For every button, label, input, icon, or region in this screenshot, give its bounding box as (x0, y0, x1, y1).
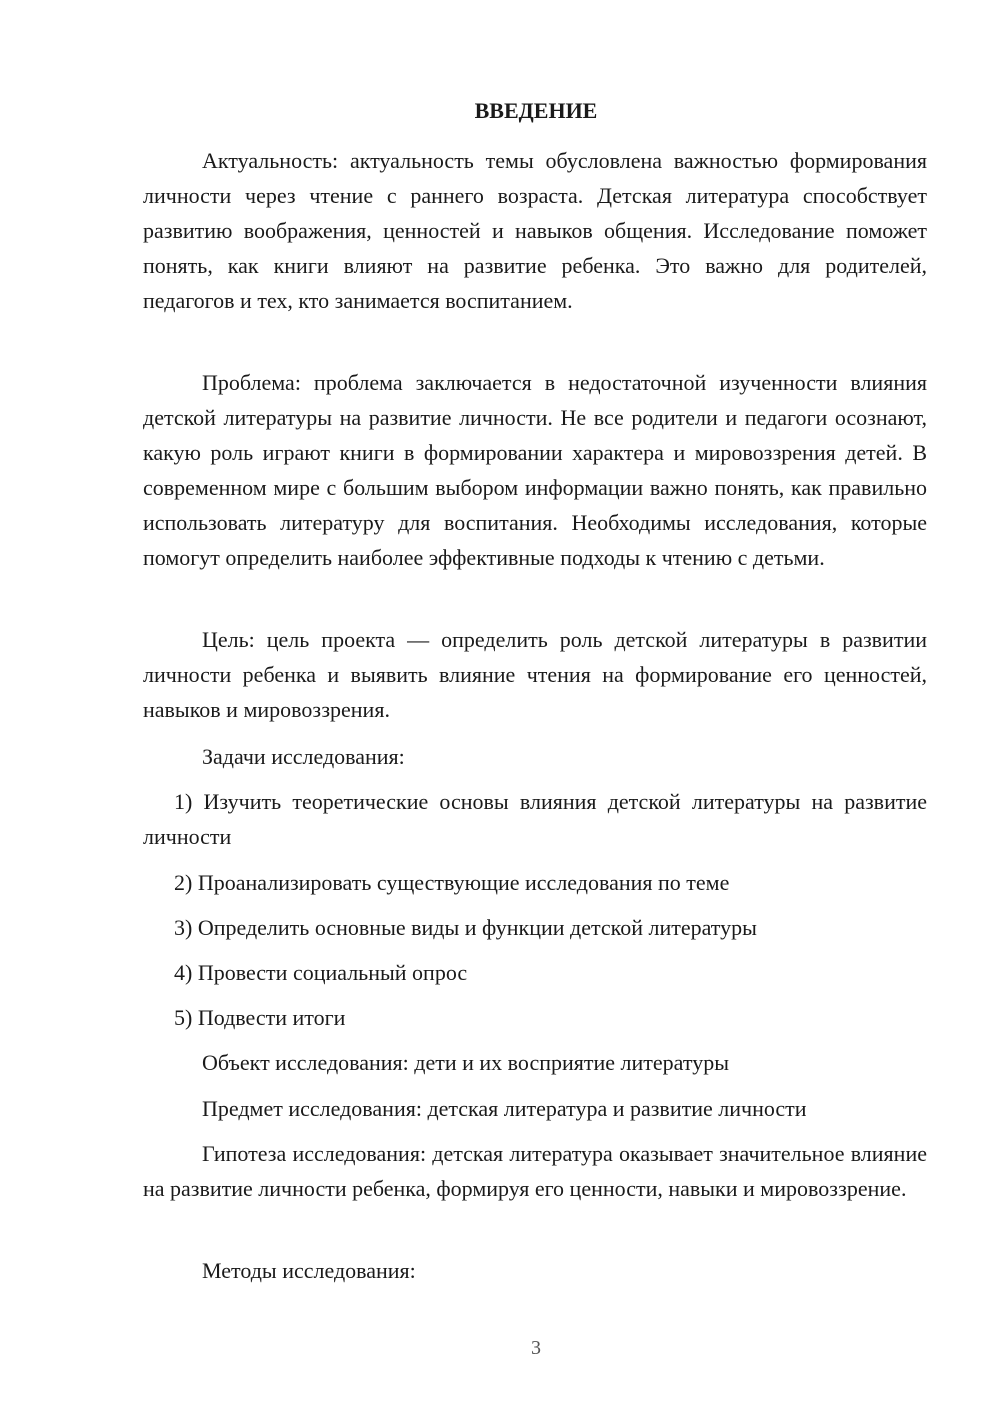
paragraph-goal: Цель: цель проекта — определить роль детской литературы в развитии личности ребенка и выявить влияние чтения на формирование его ценностей, навыков и мировоззрения. (143, 627, 927, 722)
tasks-heading: Задачи исследования: (202, 744, 405, 769)
task-item-2: 2) Проанализировать существующие исследования по теме (174, 870, 730, 895)
paragraph-relevance: Актуальность: актуальность темы обусловлена важностью формирования личности через чтение с раннего возраста. Детская литература способствует развитию воображения, ценностей и навыков общения. Исследование поможет понять, как книги влияют на развитие ребенка. Это важно для родителей, педагогов и тех, кто занимается воспитанием. (143, 148, 927, 313)
task-item-1: 1) Изучить теоретические основы влияния детской литературы на развитие личности (143, 789, 927, 849)
paragraph-problem: Проблема: проблема заключается в недостаточной изученности влияния детской литературы на развитие личности. Не все родители и педагоги осознают, какую роль играют книги в формировании характера и мировоззрения детей. В современном мире с большим выбором информации важно понять, как правильно использовать литературу для воспитания. Необходимы исследования, которые помогут определить наиболее эффективные подходы к чтению с детьми. (143, 370, 927, 570)
research-subject: Предмет исследования: детская литература и развитие личности (202, 1096, 807, 1121)
research-methods: Методы исследования: (202, 1258, 416, 1283)
page-title: ВВЕДЕНИЕ (474, 98, 598, 123)
research-object: Объект исследования: дети и их восприятие литературы (202, 1050, 729, 1075)
task-item-5: 5) Подвести итоги (174, 1005, 346, 1030)
page-number: 3 (531, 1337, 541, 1359)
task-item-3: 3) Определить основные виды и функции детской литературы (174, 915, 757, 940)
research-hypothesis: Гипотеза исследования: детская литература оказывает значительное влияние на развитие личности ребенка, формируя его ценности, навыки и мировоззрение. (143, 1141, 927, 1201)
task-item-4: 4) Провести социальный опрос (174, 960, 468, 985)
